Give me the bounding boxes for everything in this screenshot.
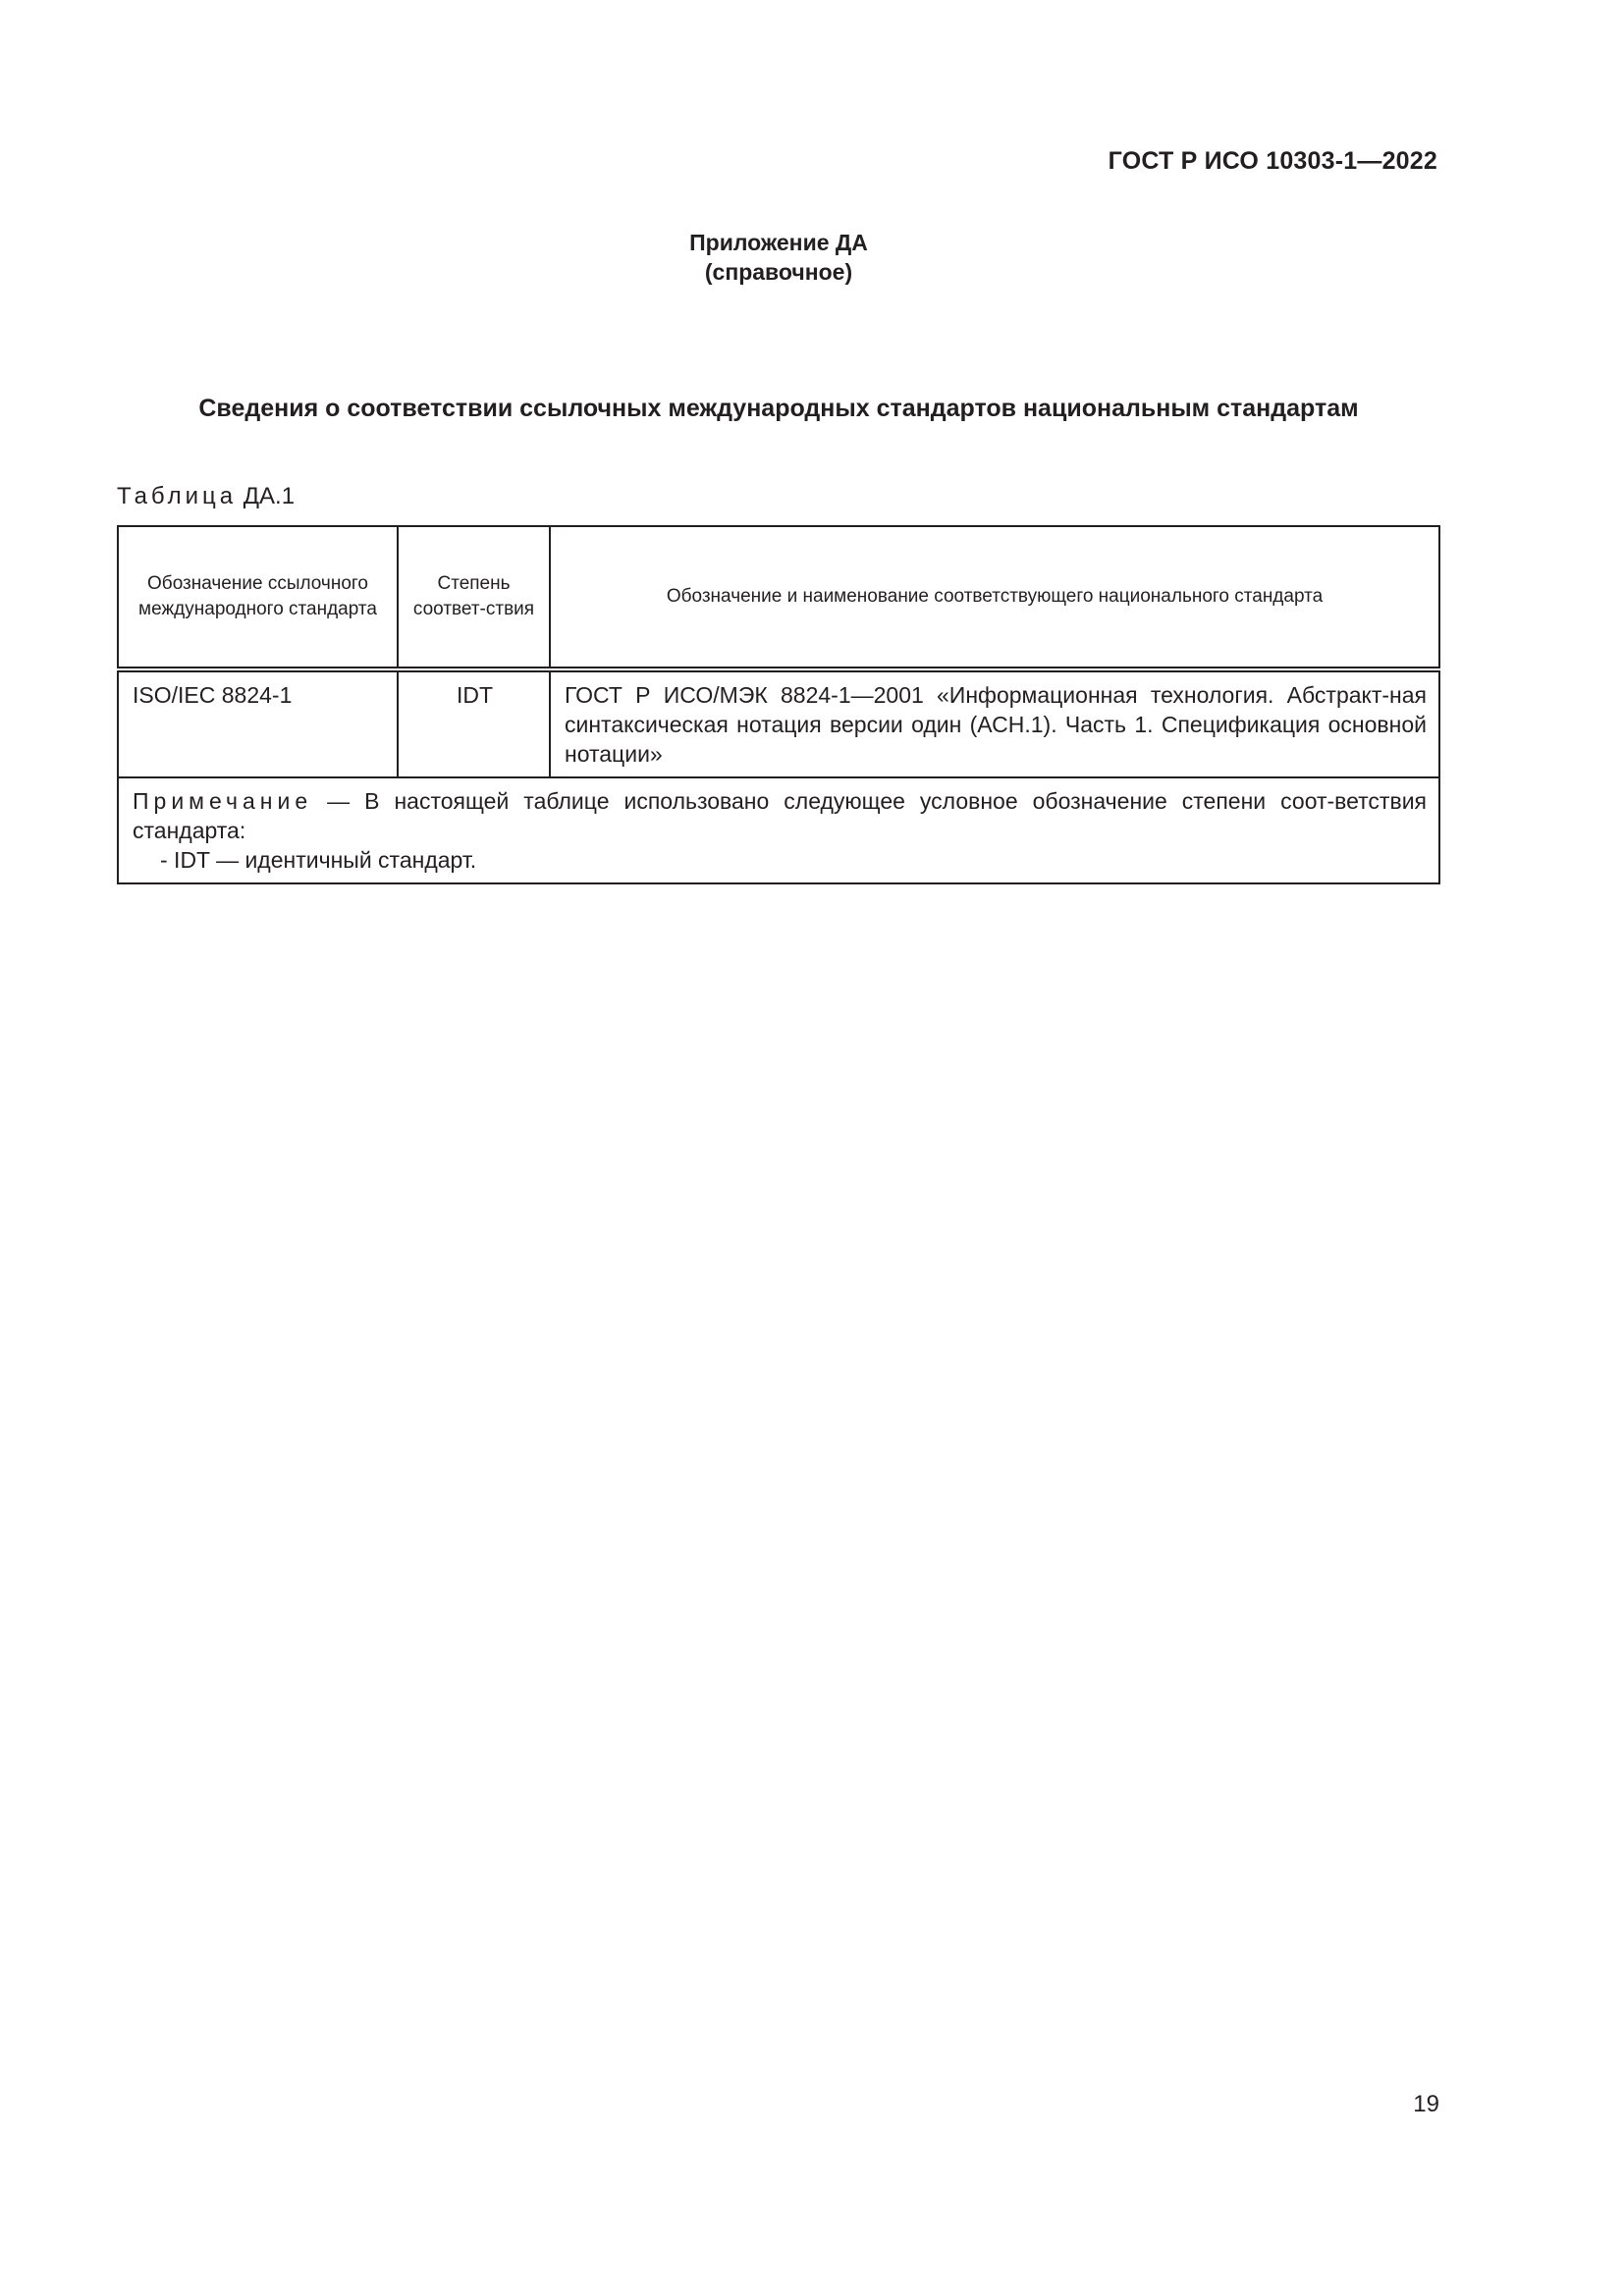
note-list-item: - IDT — идентичный стандарт.	[160, 847, 477, 873]
header-national-standard: Обозначение и наименование соответствующего национального стандарта	[550, 526, 1439, 669]
cell-degree: IDT	[398, 669, 550, 777]
note-text-block	[133, 786, 1427, 845]
header-degree-of-correspondence: Степень соответ-ствия	[398, 526, 550, 669]
annex-status: (справочное)	[704, 259, 853, 285]
correspondence-table	[117, 525, 1440, 884]
note-label: Примечание	[133, 788, 313, 814]
table-note	[118, 777, 1439, 883]
table-caption	[117, 483, 295, 510]
header-international-standard: Обозначение ссылочного международного стандарта	[118, 526, 398, 669]
section-title: Сведения о соответствии ссылочных международных стандартов национальным стандартам	[198, 395, 1359, 422]
annex-title: Приложение ДА	[689, 230, 868, 255]
table-row	[118, 669, 1439, 777]
note-text: — В настоящей таблице использовано следующее условное обозначение степени соот-ветствия стандарта:	[133, 788, 1427, 843]
table-note-row	[118, 777, 1439, 883]
table-header-row	[118, 526, 1439, 669]
annex-heading	[0, 228, 1557, 287]
cell-international-standard: ISO/IEC 8824-1	[118, 669, 398, 777]
cell-national-standard: ГОСТ Р ИСО/МЭК 8824-1—2001 «Информационная технология. Абстракт-ная синтаксическая нотация версии один (АСН.1). Часть 1. Спецификация основной нотации»	[550, 669, 1439, 777]
table-caption-number: ДА.1	[243, 483, 296, 509]
document-code: ГОСТ Р ИСО 10303-1—2022	[1108, 147, 1437, 175]
table-caption-word: Таблица	[117, 483, 238, 509]
page-number: 19	[1413, 2091, 1439, 2117]
